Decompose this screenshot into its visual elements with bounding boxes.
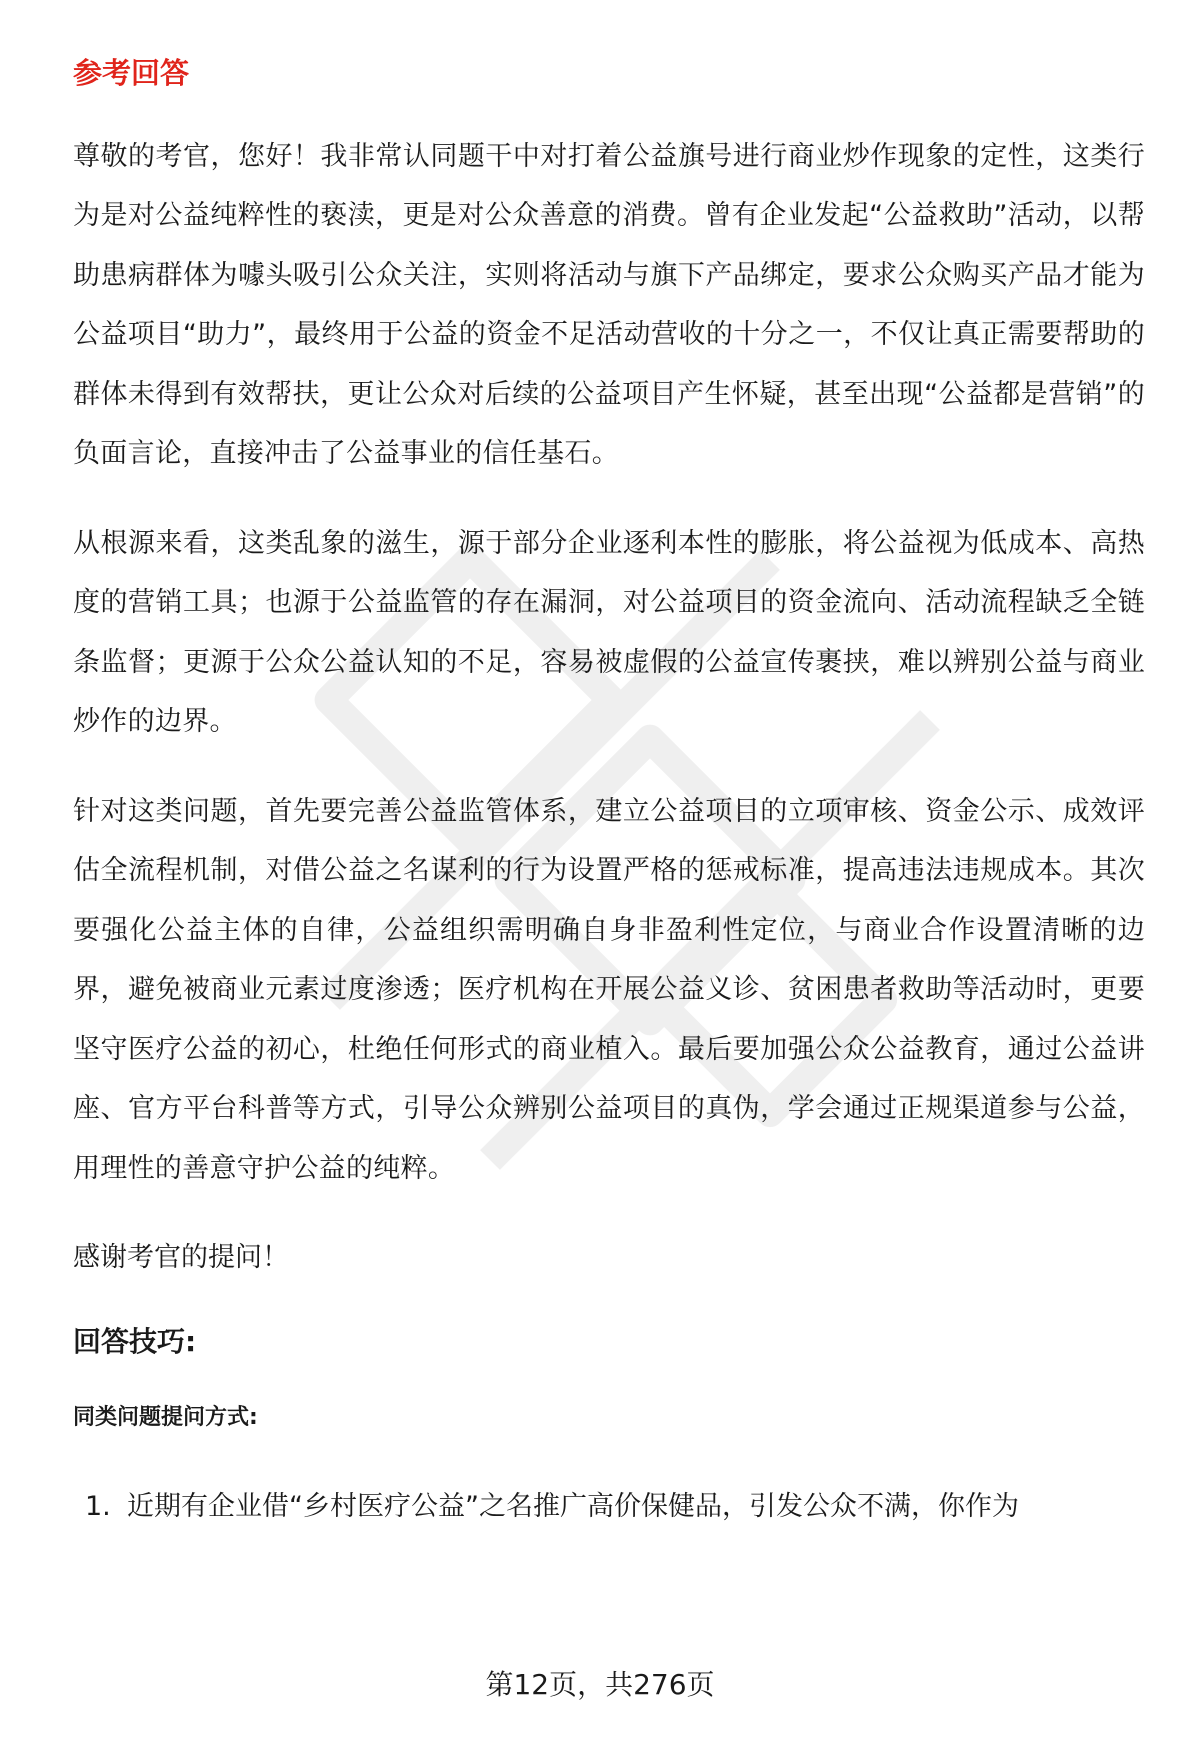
page-footer: 第12页，共276页 [485,1668,715,1701]
answer-paragraph-1: 尊敬的考官，您好！我非常认同题干中对打着公益旗号进行商业炒作现象的定性，这类行为是对公益纯粹性的亵渎，更是对公众善意的消费。曾有企业发起“公益救助”活动，以帮助患病群体为噱头吸引公众关注，实则将活动与旗下产品绑定，要求公众购买产品才能为公益项目“助力”，最终用于公益的资金不足活动营收的十分之一，不仅让真正需要帮助的群体未得到有效帮扶，更让公众对后续的公益项目产生怀疑，甚至出现“公益都是营销”的负面言论，直接冲击了公益事业的信任基石。 [73,140,1145,470]
tips-title: 回答技巧: [73,1324,197,1358]
answer-paragraph-2: 从根源来看，这类乱象的滋生，源于部分企业逐利本性的膨胀，将公益视为低成本、高热度的营销工具；也源于公益监管的存在漏洞，对公益项目的资金流向、活动流程缺乏全链条监督；更源于公众公益认知的不足，容易被虚假的公益宣传裹挟，难以辨别公益与商业炒作的边界。 [73,527,1145,738]
list-item-number: 1. [85,1490,111,1522]
answer-title: 参考回答 [73,56,190,90]
list-item [73,1477,1145,1537]
similar-questions-list [73,1477,1145,1537]
answer-paragraph-3: 针对这类问题，首先要完善公益监管体系，建立公益项目的立项审核、资金公示、成效评估全流程机制，对借公益之名谋利的行为设置严格的惩戒标准，提高违法违规成本。其次要强化公益主体的自律，公益组织需明确自身非盈利性定位，与商业合作设置清晰的边界，避免被商业元素过度渗透；医疗机构在开展公益义诊、贫困患者救助等活动时，更要坚守医疗公益的初心，杜绝任何形式的商业植入。最后要加强公众公益教育，通过公益讲座、官方平台科普等方式，引导公众辨别公益项目的真伪，学会通过正规渠道参与公益，用理性的善意守护公益的纯粹。 [73,795,1145,1184]
similar-questions-title: 同类问题提问方式: [73,1405,258,1431]
thanks-text: 感谢考官的提问！ [73,1242,289,1274]
main-content [73,55,1145,1536]
list-item-text: 近期有企业借“乡村医疗公益”之名推广高价保健品，引发公众不满，你作为 [127,1490,1019,1522]
